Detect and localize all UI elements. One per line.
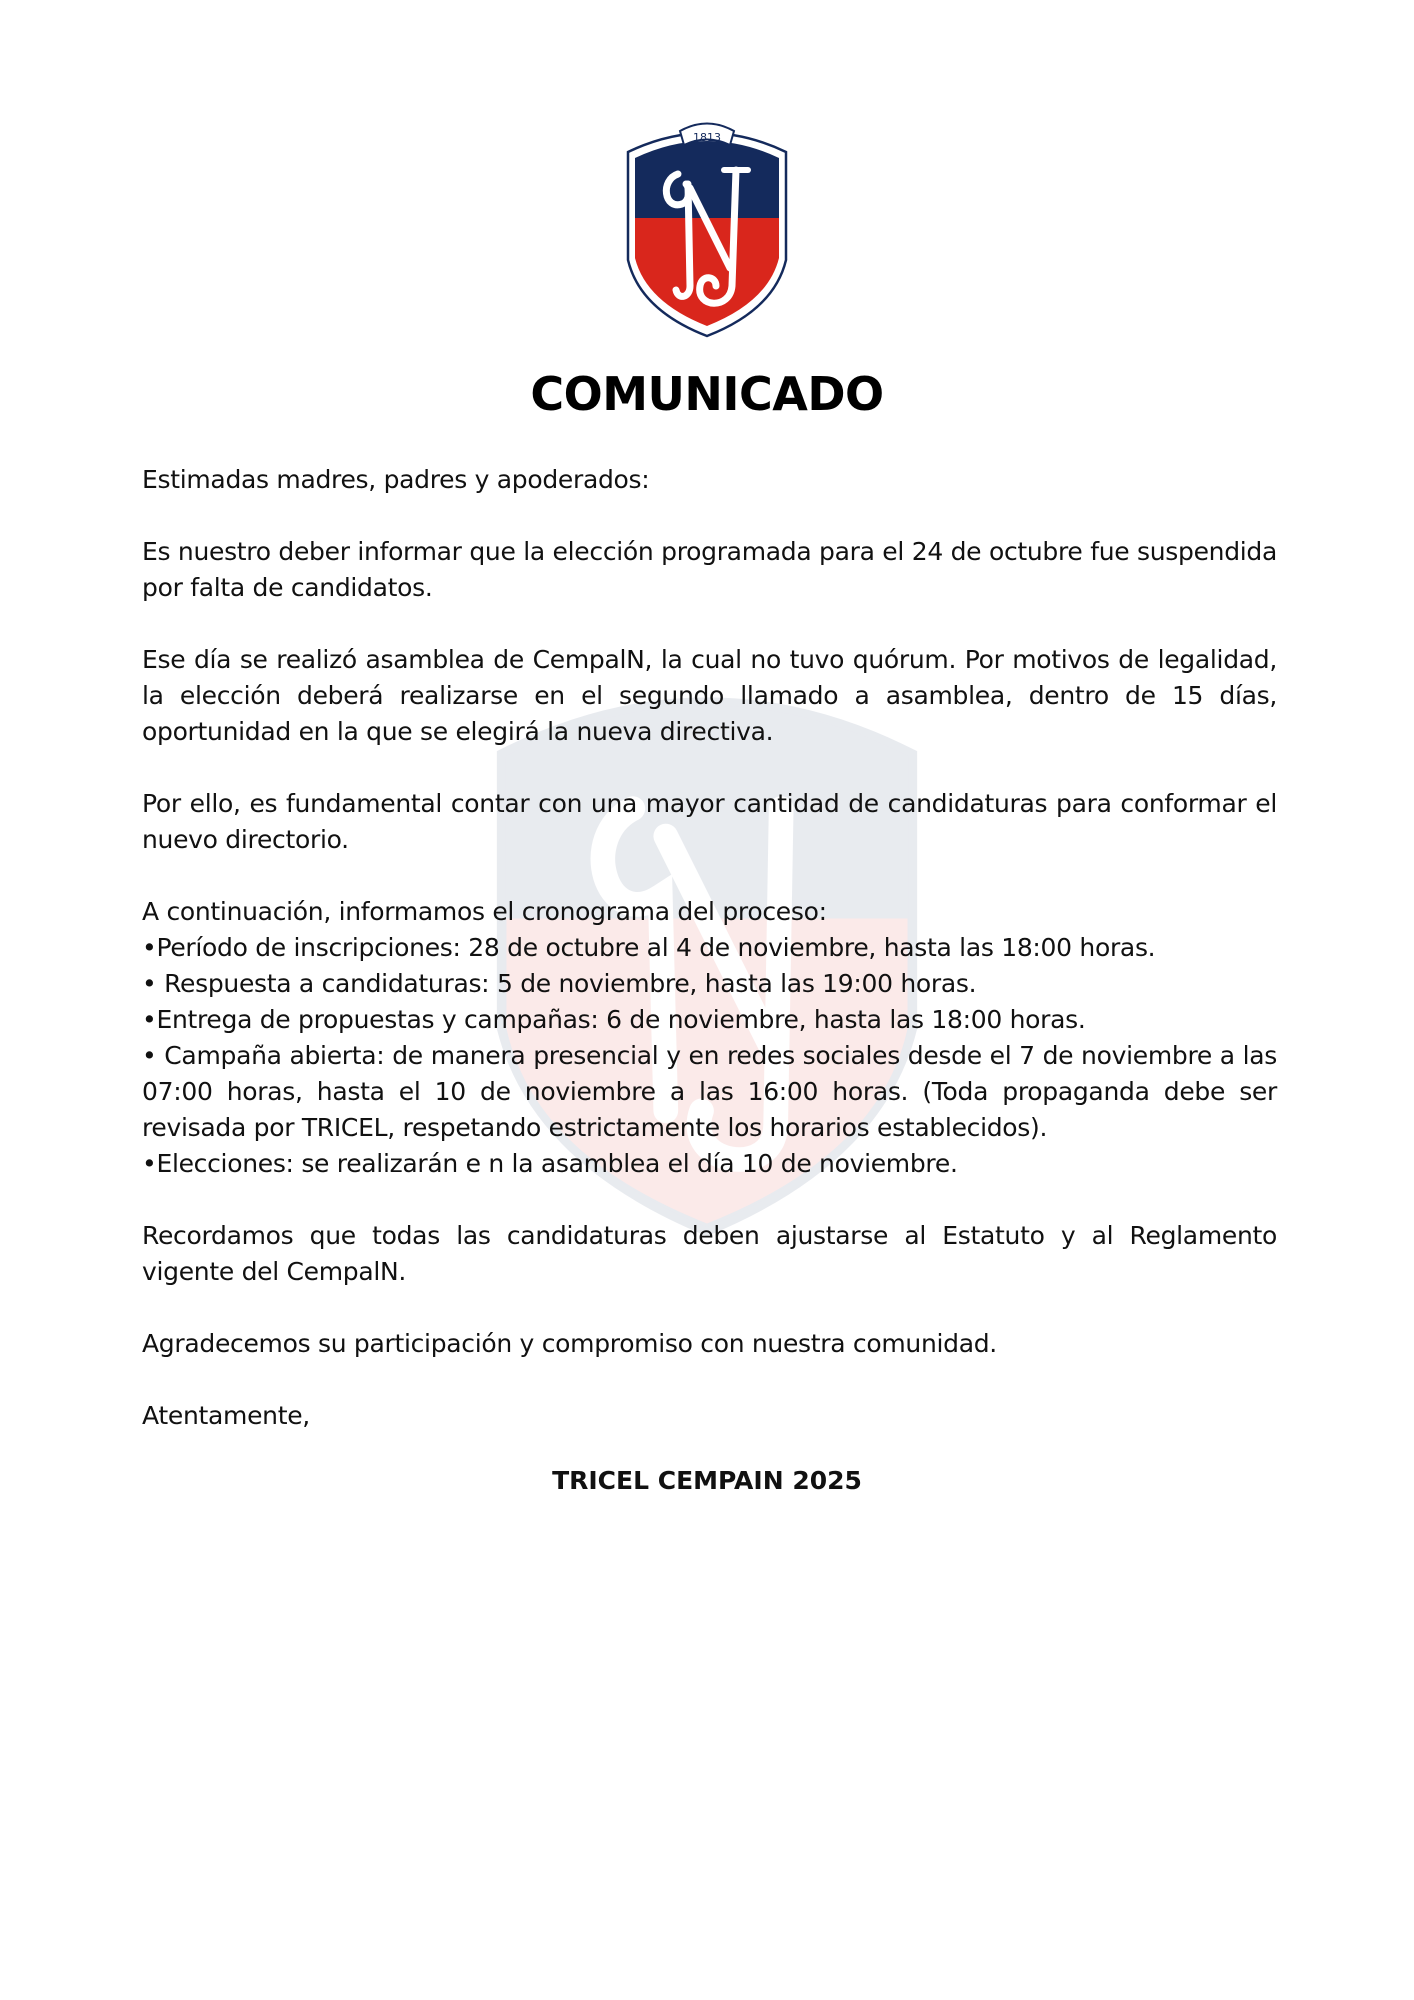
- crest-year: 1813: [693, 131, 721, 144]
- schedule-section: [142, 894, 1277, 1182]
- schedule-item: • Respuesta a candidaturas: 5 de noviembre, hasta las 19:00 horas.: [142, 969, 977, 998]
- greeting: Estimadas madres, padres y apoderados:: [142, 465, 650, 494]
- paragraph-suspension: Es nuestro deber informar que la elección programada para el 24 de octubre fue suspendida por falta de candidatos.: [142, 537, 1277, 602]
- paragraph-thanks: Agradecemos su participación y compromiso con nuestra comunidad.: [142, 1329, 997, 1358]
- page-title: COMUNICADO: [530, 367, 884, 421]
- paragraph-candidacies: Por ello, es fundamental contar con una mayor cantidad de candidaturas para conformar el nuevo directorio.: [142, 789, 1277, 854]
- signature: TRICEL CEMPAIN 2025: [552, 1466, 862, 1495]
- closing: Atentamente,: [142, 1401, 310, 1430]
- letter-body: [142, 462, 1277, 1470]
- schedule-item: • Campaña abierta: de manera presencial y en redes sociales desde el 7 de noviembre a las 07:00 horas, hasta el 10 de noviembre a las 16:00 horas. (Toda propaganda debe ser revisada por TRICEL, respetando estrictamente los horarios establecidos).: [142, 1041, 1277, 1142]
- school-crest-logo: [620, 118, 794, 338]
- paragraph-assembly: Ese día se realizó asamblea de CempalN, la cual no tuvo quórum. Por motivos de legalidad, la elección deberá realizarse en el segundo llamado a asamblea, dentro de 15 días, oportunidad en la que se elegirá la nueva directiva.: [142, 645, 1277, 746]
- schedule-item: •Entrega de propuestas y campañas: 6 de noviembre, hasta las 18:00 horas.: [142, 1005, 1086, 1034]
- schedule-item: •Período de inscripciones: 28 de octubre al 4 de noviembre, hasta las 18:00 horas.: [142, 933, 1156, 962]
- paragraph-reminder: Recordamos que todas las candidaturas deben ajustarse al Estatuto y al Reglamento vigente del CempalN.: [142, 1221, 1277, 1286]
- schedule-intro: A continuación, informamos el cronograma del proceso:: [142, 897, 827, 926]
- schedule-item: •Elecciones: se realizarán e n la asamblea el día 10 de noviembre.: [142, 1149, 958, 1178]
